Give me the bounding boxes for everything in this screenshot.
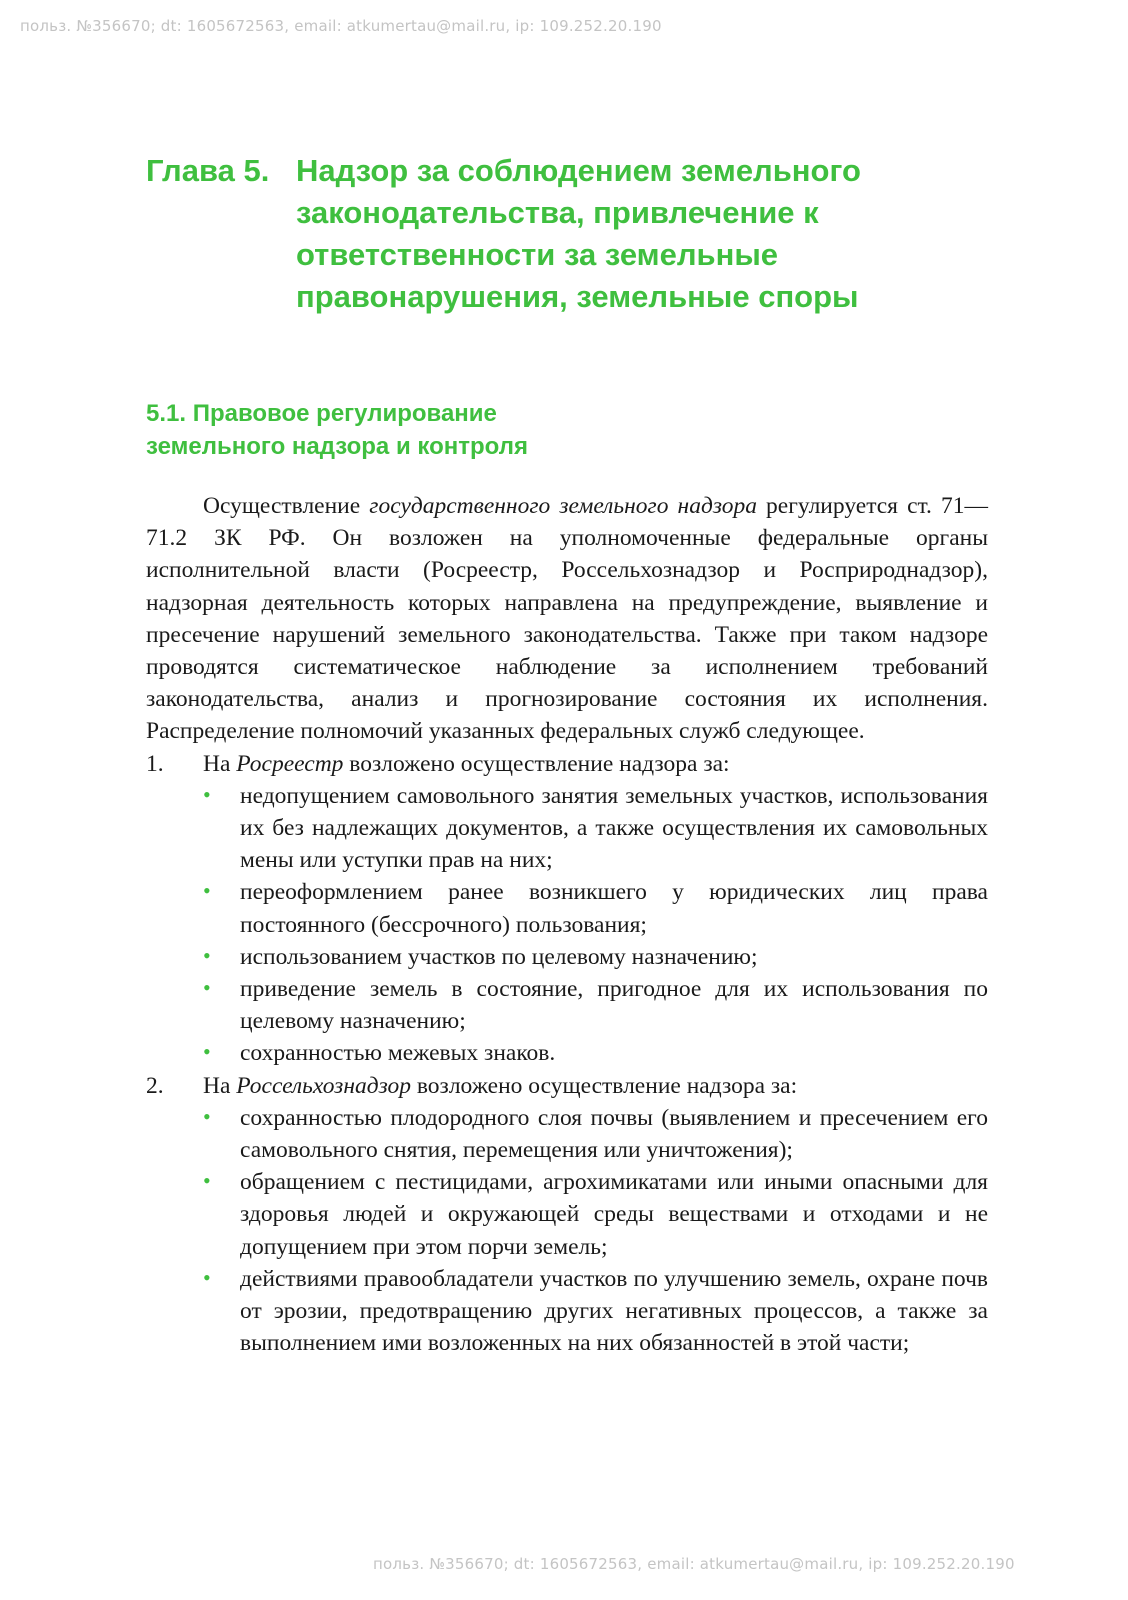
bullet-item: • переоформлением ранее возникшего у юридических лиц права постоянного (бессрочного) пользования; bbox=[146, 876, 988, 940]
intro-paragraph bbox=[146, 490, 988, 748]
section-title-line2: земельного надзора и контроля bbox=[146, 433, 528, 460]
bullet-item: • действиями правообладатели участков по улучшению земель, охране почв от эрозии, предотвращению других негативных процессов, а также за выполнением ими возложенных на них обязанностей в этой части; bbox=[146, 1263, 988, 1360]
list-number: 2. bbox=[146, 1072, 164, 1099]
agency-name: Росреестр bbox=[236, 750, 344, 777]
agency-name: Россельхознадзор bbox=[236, 1072, 411, 1099]
body-text bbox=[146, 490, 988, 1359]
chapter-number: Глава 5. bbox=[146, 153, 270, 188]
bullet-icon: • bbox=[203, 781, 211, 807]
chapter-heading bbox=[146, 150, 946, 318]
section-heading bbox=[146, 397, 746, 463]
bullet-icon: • bbox=[203, 1264, 211, 1290]
bullet-item: • сохранностью плодородного слоя почвы (выявлением и пресечением его самовольного снятия, перемещения или уничтожения); bbox=[146, 1102, 988, 1166]
list-item-text: На Росреестр возложено осуществление надзора за: bbox=[203, 750, 730, 777]
list-item-2 bbox=[146, 1070, 988, 1102]
bullet-icon: • bbox=[203, 1103, 211, 1129]
bullet-icon: • bbox=[203, 878, 211, 904]
intro-lead: Осуществление bbox=[203, 493, 370, 519]
bullet-item: • приведение земель в состояние, пригодное для их использования по целевому назначению; bbox=[146, 973, 988, 1037]
bullet-item: • недопущением самовольного занятия земельных участков, использования их без надлежащих документов, а также осуществления их самовольных мены или уступки прав на них; bbox=[146, 780, 988, 877]
bullet-item: • использованием участков по целевому назначению; bbox=[146, 941, 988, 973]
bullet-item: • обращением с пестицидами, агрохимикатами или иными опасными для здоровья людей и окружающей среды веществами и отходами и не допущением при этом порчи земель; bbox=[146, 1166, 988, 1263]
bullet-list-1 bbox=[146, 780, 988, 1070]
watermark-top: польз. №356670; dt: 1605672563, email: atkumertau@mail.ru, ip: 109.252.20.190 bbox=[20, 17, 662, 35]
bullet-item: • сохранностью межевых знаков. bbox=[146, 1037, 988, 1069]
list-item-text: На Россельхознадзор возложено осуществление надзора за: bbox=[203, 1072, 798, 1099]
intro-emphasis: государственного земельного надзора bbox=[369, 493, 757, 519]
list-item-1 bbox=[146, 748, 988, 780]
bullet-list-2 bbox=[146, 1102, 988, 1360]
watermark-bottom: польз. №356670; dt: 1605672563, email: atkumertau@mail.ru, ip: 109.252.20.190 bbox=[373, 1555, 1015, 1573]
list-number: 1. bbox=[146, 750, 164, 777]
chapter-title: Надзор за соблюдением земельного законодательства, привлечение к ответственности за земельные правонарушения, земельные споры bbox=[296, 153, 861, 314]
bullet-icon: • bbox=[203, 942, 211, 968]
bullet-icon: • bbox=[203, 1039, 211, 1065]
bullet-icon: • bbox=[203, 1168, 211, 1194]
bullet-icon: • bbox=[203, 975, 211, 1001]
intro-rest: регулируется ст. 71—71.2 ЗК РФ. Он возложен на уполномоченные федеральные органы исполнительной власти (Росреестр, Россельхознадзор и Росприроднадзор), надзорная деятельность которых направлена на предупреждение, выявление и пресечение нарушений земельного законодательства. Также при таком надзоре проводятся систематическое наблюдение за исполнением требований законодательства, анализ и прогнозирование состояния их исполнения. Распределение полномочий указанных федеральных служб следующее. bbox=[146, 493, 988, 745]
section-title-line1: 5.1. Правовое регулирование bbox=[146, 400, 497, 427]
